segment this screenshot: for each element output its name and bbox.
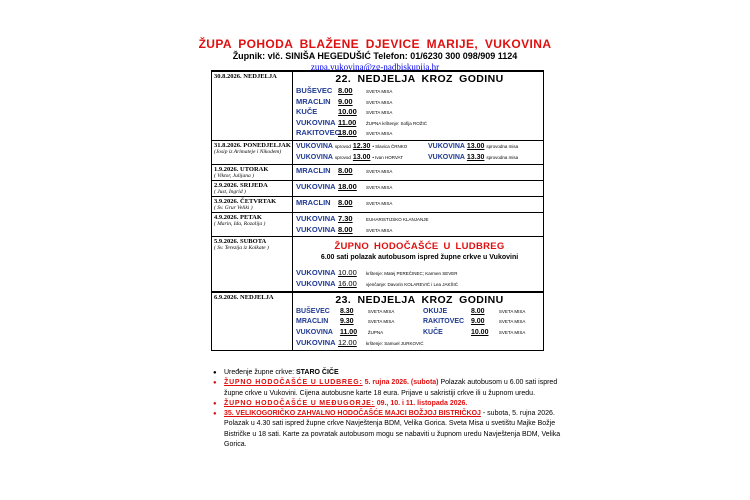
place-name: MRACLIN [296,96,331,106]
schedule-row-r7 [212,237,544,292]
announcements-list [211,368,569,450]
service-right [428,142,518,153]
place-name: OKUJE [423,307,448,315]
service-line [296,338,543,349]
saint-names: ( Sv. Grur Veliki ) [214,205,253,212]
events-cell [293,181,544,197]
parish-contact: Župnik: vlč. SINIŠA HEGEDUŠIĆ Telefon: 01/6230 300 098/909 1124 [232,51,518,61]
service-line [296,214,543,225]
schedule-row-r6 [212,213,544,237]
pilgrimage-departure: 6.00 sati polazak autobusom ispred župne crkve u Vukovini [320,254,519,262]
service-line [296,225,543,236]
service-line [296,97,543,108]
service-left [296,328,423,339]
service-time: 8.00 [338,198,353,208]
service-note: SVETA MISA [367,319,395,325]
service-time: 18.00 [338,182,357,192]
service-time: 8.30 [339,307,354,315]
service-time: 13.30 [466,153,485,161]
sunday-caption: 22. NEDJELJA KROZ GODINU [335,73,504,85]
place-name: VUKOVINA [296,278,336,288]
service-note: ŽUPNA krštenje: Sofija ROŽIĆ [366,120,428,126]
place-name: VUKOVINA [296,338,336,348]
service-time: 13.00 [352,153,371,161]
announcement-medjugorje: ● ŽUPNO HODOČAŠĆE U MEĐUGORJE: 09., 10. i 11. listopada 2026. [224,399,569,409]
place-name: RAKITOVEC [423,318,465,326]
service-time: 11.00 [338,117,357,127]
date-cell [212,237,293,292]
service-time: 10.00 [338,107,357,117]
place-name: VUKOVINA [296,142,333,150]
service-time: 16.00 [338,278,357,288]
service-line [296,268,543,279]
place-name: MRACLIN [296,318,329,326]
service-pair-line [296,317,543,328]
service-time: 11.00 [339,328,358,336]
place-name: VUKOVINA [296,328,333,336]
service-note: ŽUPNA [367,329,384,335]
service-note: SVETA MISA [498,329,526,335]
service-left [296,153,428,164]
date-cell [212,71,293,140]
service-note: SVETA MISA [366,89,393,94]
service-time: 7.30 [338,214,353,224]
service-time: 12.00 [338,338,357,348]
service-left [296,317,423,328]
service-note: sprovodna misa [486,143,519,149]
service-pair-line [296,307,543,318]
service-note: SVETA MISA [366,131,393,137]
schedule-row-r4 [212,181,544,197]
date-label: 4.9.2026. PETAK [214,214,262,222]
date-label: 5.9.2026. SUBOTA [214,238,267,246]
service-note: EUHARISTIJSKO KLANJANJE [366,217,429,223]
service-pair-line [296,142,543,153]
service-type: sprovod [334,154,351,160]
service-time: 12.30 [352,142,371,150]
service-note: SVETA MISA [366,110,393,116]
service-line [296,182,543,193]
events-cell [293,165,544,181]
service-line [296,166,543,177]
service-time: 9.00 [338,96,353,106]
place-name: MRACLIN [296,166,331,176]
events-cell [293,197,544,213]
pilgrimage-title: ŽUPNO HODOČAŠĆE U LUDBREG [334,241,505,253]
service-note: SVETA MISA [498,308,526,314]
service-time: 10.00 [338,268,357,278]
parish-title: ŽUPA POHODA BLAŽENE DJEVICE MARIJE, VUKOVINA [198,37,552,51]
service-line [296,198,543,209]
service-time: 10.00 [470,328,489,336]
date-cell [212,292,293,351]
place-name: VUKOVINA [296,153,333,161]
place-name: VUKOVINA [428,142,465,150]
place-name: RAKITOVEC [296,128,341,138]
date-cell [212,165,293,181]
schedule-row-r8 [212,292,544,351]
service-line [296,118,543,129]
sunday-caption: 23. NEDJELJA KROZ GODINU [335,293,504,306]
saint-names: ( Sv. Terezija iz Kolkate ) [214,245,269,252]
service-note: SVETA MISA [366,169,393,175]
date-label: 6.9.2026. NEDJELJA [214,293,274,301]
service-note: • Ivan HORVAT [372,154,403,160]
service-note: SVETA MISA [367,308,395,314]
village-name: STARO ČIČE [296,369,339,376]
place-name: VUKOVINA [296,182,336,192]
place-name: VUKOVINA [296,117,336,127]
service-line [296,128,543,139]
events-cell [293,237,544,292]
schedule-row-r5 [212,197,544,213]
date-label: 30.8.2026. NEDJELJA [214,73,277,80]
service-pair-line [296,328,543,339]
place-name: BUŠEVEC [296,86,333,95]
service-note: krštenje: Samuel JURKOVIĆ [366,341,424,347]
saint-names: ( Viktor, Julijana ) [214,173,254,180]
service-right [423,328,525,339]
service-time: 8.00 [338,86,353,95]
service-line [296,107,543,118]
saint-names: ( Just, Ingrid ) [214,189,246,196]
date-cell [212,213,293,237]
service-left [296,307,423,318]
announcement-church-cleaning: ● Uređenje župne crkve: STARO ČIČE [224,368,569,378]
parish-email-link[interactable]: zupa.vukovina@zg-nadbiskupija.hr [310,62,440,72]
service-type: sprovod [334,143,351,149]
place-name: KUČE [296,107,318,117]
date-cell [212,181,293,197]
place-name: MRACLIN [296,198,331,208]
date-label: 2.9.2026. SRIJEDA [214,182,268,190]
date-cell [212,140,293,164]
announcement-ludbreg: ● ŽUPNO HODOČAŠĆE U LUDBREG: 5. rujna 2026. (subota) Polazak autobusom u 6.00 sati ispred župne crkve u Vukovini. Cijena autobusne karte 18 eura. Prijave u sakristiji crkve ili u župnom uredu. [224,378,569,399]
schedule-row-r1 [212,71,544,140]
date-cell [212,197,293,213]
place-name: BUŠEVEC [296,307,330,315]
service-time: 13.00 [466,142,485,150]
service-left [296,142,428,153]
service-right [423,317,525,328]
schedule-row-r3 [212,165,544,181]
service-note: SVETA MISA [366,99,393,105]
service-note: vjenčanje: Davorin KOLAREVIĆ i Lea JAKŠIĆ [366,281,459,287]
service-time: 8.00 [470,307,485,315]
service-note: sprovodna misa [486,154,519,160]
schedule-row-r2 [212,140,544,164]
service-pair-line [296,153,543,164]
service-note: SVETA MISA [366,201,393,207]
service-time: 8.00 [338,224,353,234]
service-line [296,279,543,290]
service-right [428,153,518,164]
place-name: VUKOVINA [296,214,336,224]
place-name: VUKOVINA [296,268,336,278]
saint-names: (Josip iz Arimateje i Nikodem) [214,148,282,155]
events-cell [293,213,544,237]
service-note: SVETA MISA [366,185,393,191]
events-cell [293,140,544,164]
date-label: 1.9.2026. UTORAK [214,166,269,174]
events-cell [293,71,544,140]
service-line [296,86,543,97]
service-right [423,307,525,318]
place-name: VUKOVINA [428,153,465,161]
service-time: 18.00 [338,128,357,138]
service-time: 8.00 [338,166,353,176]
saint-names: ( Marin, Ida, Rozalija ) [214,221,266,228]
service-note: krštenje: Matej PEREČINEC; Karmen SEVER [366,271,458,277]
place-name: KUČE [423,328,443,336]
service-note: • Slavica ČRNKO [372,143,408,149]
place-name: VUKOVINA [296,224,336,234]
date-label: 31.8.2026. PONEDJELJAK [214,141,291,149]
service-note: SVETA MISA [498,319,526,325]
date-label: 3.9.2026. ČETVRTAK [214,198,277,206]
schedule-table [211,70,544,351]
events-cell [293,292,544,351]
announcement-bistrica: ● 35. VELIKOGORIČKO ZAHVALNO HODOČAŠĆE MAJCI BOŽJOJ BISTRIČKOJ - subota, 5. rujna 2026. Polazak u 4.30 sati ispred župne crkve Navještenja BDM, Velika Gorica. Sveta Misa u svetištu Majke Božje Bistričke u 18 sati. Karte za povratak autobusom mogu se nabaviti u župnom uredu Navještenja BDM, Velika Gorica. [224,409,569,450]
service-time: 9.00 [470,318,485,326]
service-note: SVETA MISA [366,227,393,233]
service-time: 9.30 [339,318,354,326]
